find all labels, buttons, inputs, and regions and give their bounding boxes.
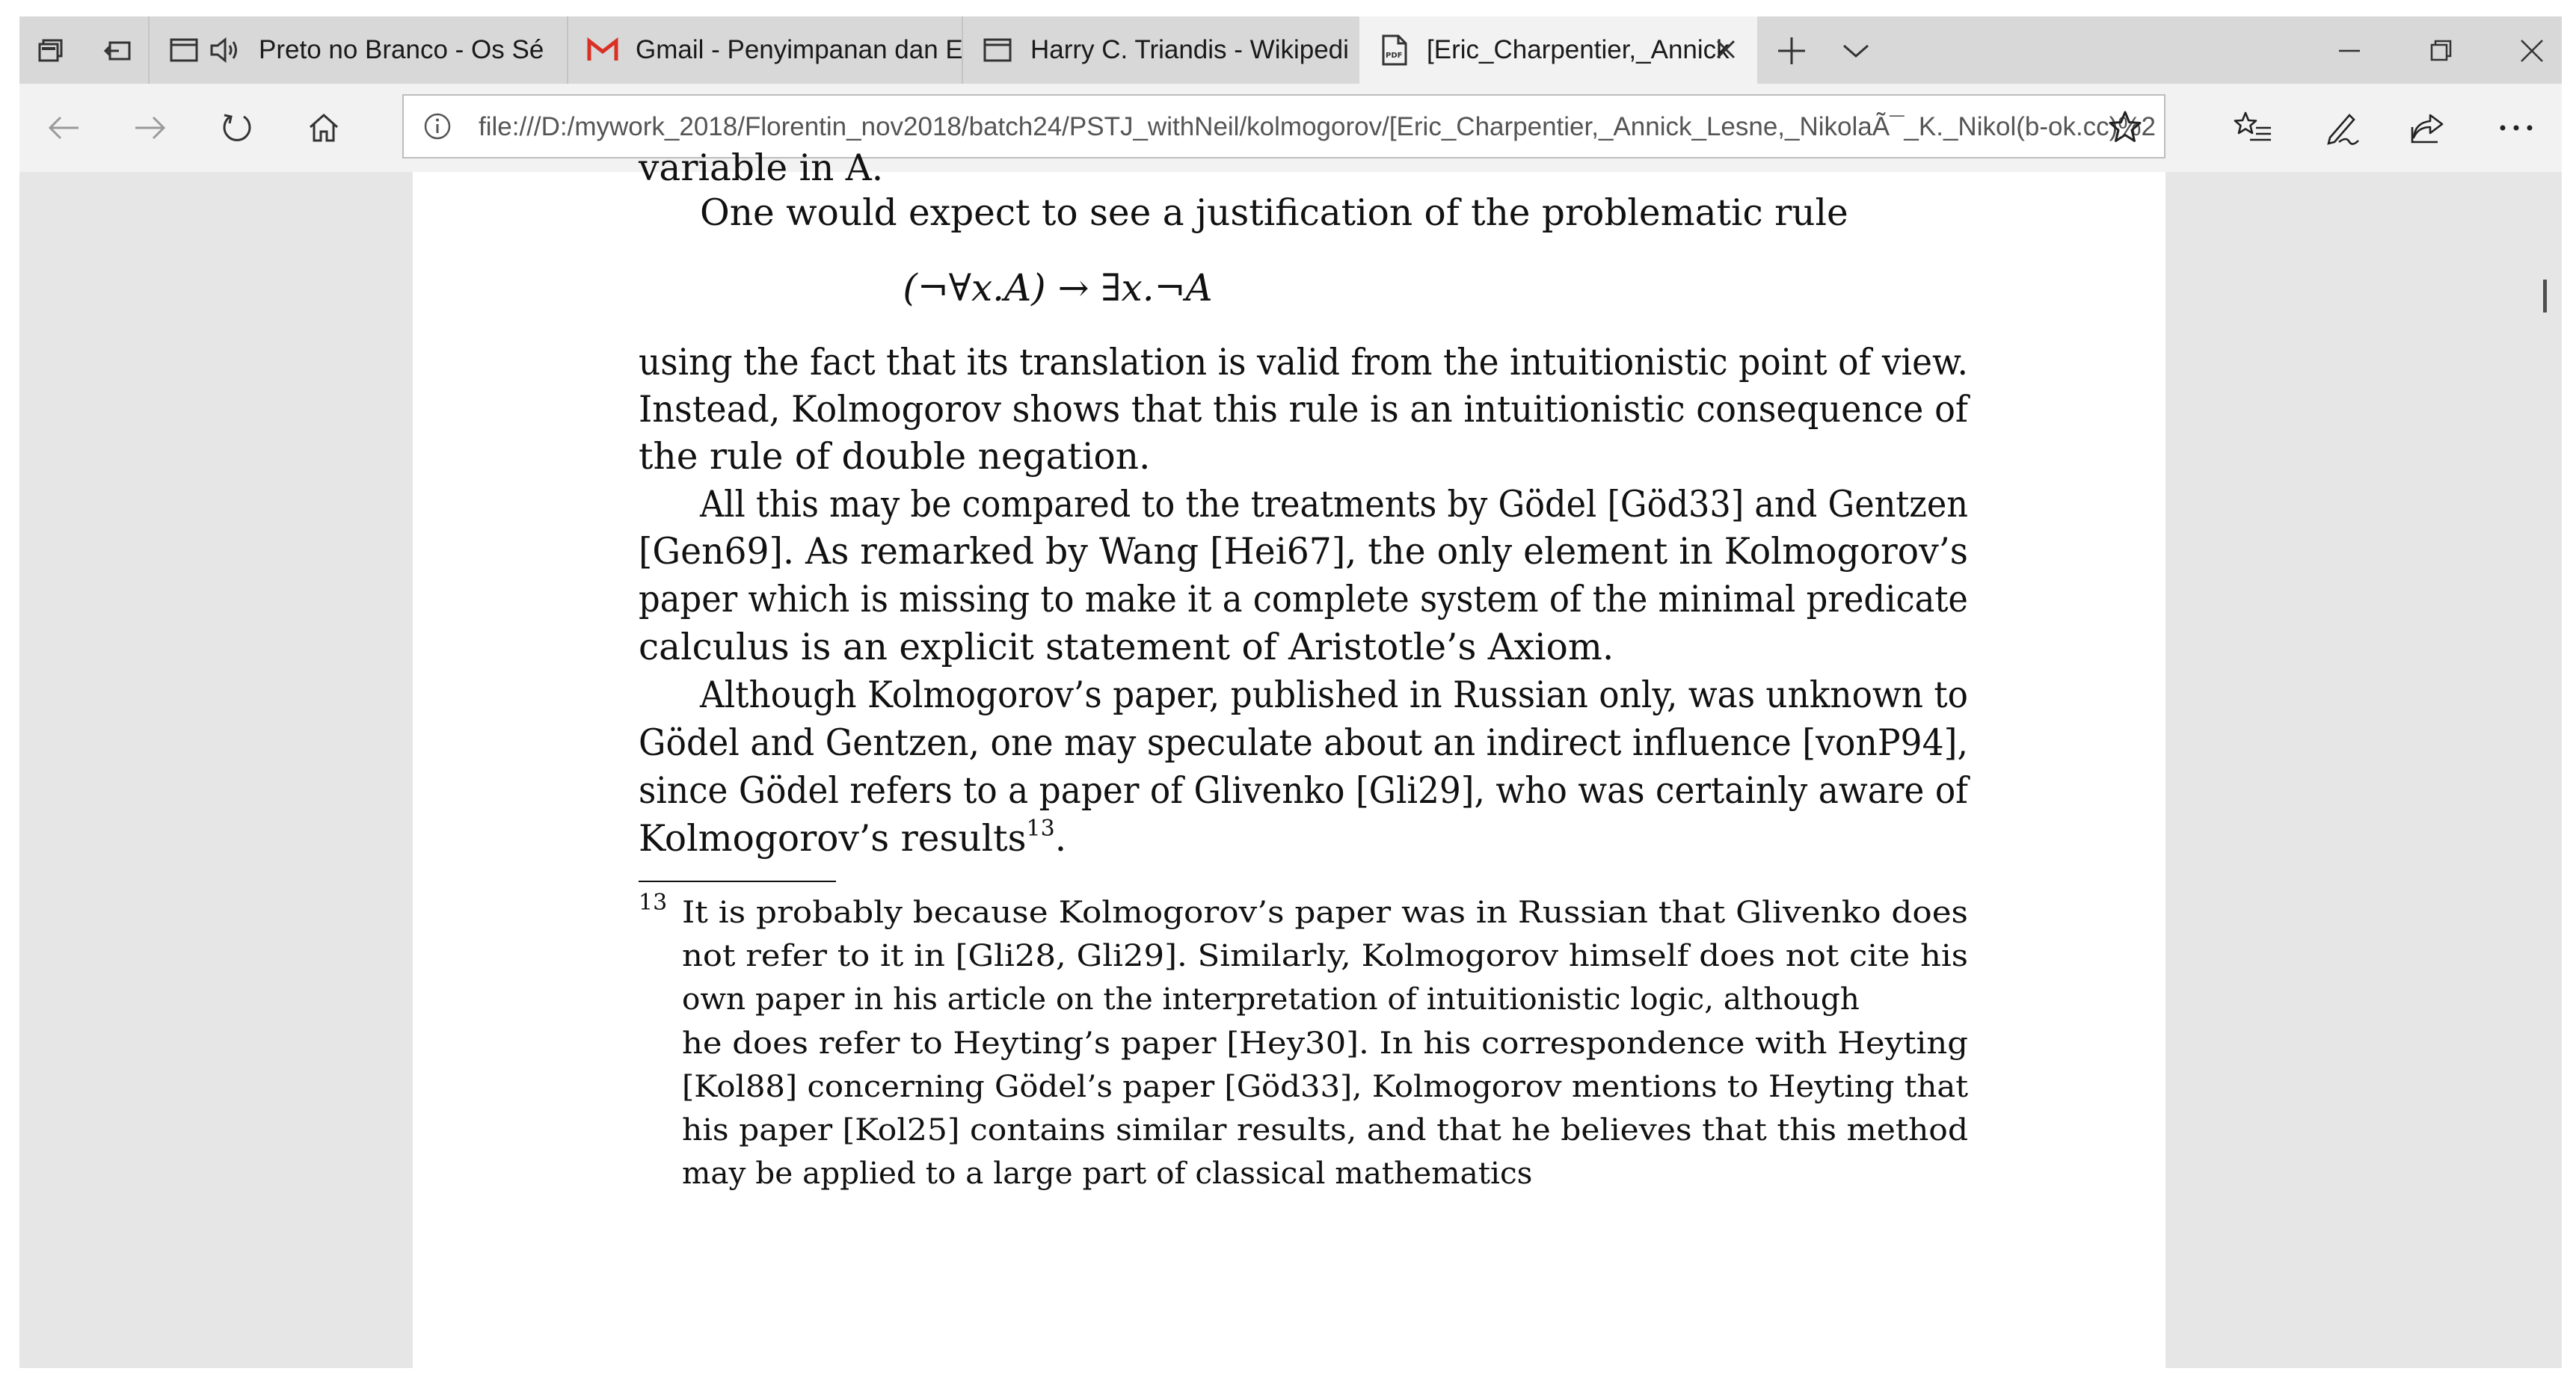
paragraph-line: Gödel and Gentzen, one may speculate about an indirect influence [vonP94], <box>639 722 1968 764</box>
tab-label: Gmail - Penyimpanan dan E <box>636 35 963 64</box>
footnote-number: 13 <box>639 890 668 916</box>
set-tabs-aside-icon[interactable] <box>99 31 136 69</box>
minimize-icon[interactable] <box>2328 30 2370 72</box>
paragraph-line: using the fact that its translation is valid from the intuitionistic point of view. <box>639 342 1968 384</box>
paragraph-line: calculus is an explicit statement of Aristotle’s Axiom. <box>639 626 1614 668</box>
info-icon[interactable] <box>422 111 453 142</box>
tab-sets-icon[interactable] <box>31 31 69 69</box>
cut-off-line: variable in A. <box>639 147 884 189</box>
pdf-page <box>413 147 2165 1368</box>
paragraph-line: the rule of double negation. <box>639 436 1151 478</box>
share-icon[interactable] <box>2405 106 2448 150</box>
home-icon[interactable] <box>302 106 345 150</box>
footnote-mark[interactable]: 13 <box>1026 816 1055 842</box>
formula: (¬∀x.A) → ∃x.¬A <box>903 266 1213 309</box>
tab-preto-no-branco[interactable] <box>148 16 568 84</box>
paragraph-line: One would expect to see a justification of the problematic rule <box>700 192 1848 234</box>
more-icon[interactable] <box>2494 106 2538 150</box>
period: . <box>1054 818 1067 860</box>
paragraph-line <box>639 816 1066 867</box>
pen-icon[interactable] <box>2320 106 2363 150</box>
url-text[interactable]: file:///D:/mywork_2018/Florentin_nov2018/batch24/PSTJ_withNeil/kolmogorov/[Eric_Charpentier,_Annick_Lesne,_NikolaÃ¯_K._Nikol(b-ok.cc)%2 <box>479 112 2156 141</box>
pdf-icon <box>1377 34 1410 67</box>
paragraph-line: [Gen69]. As remarked by Wang [Hei67], the only element in Kolmogorov’s <box>639 531 1968 573</box>
footnote-line: he does refer to Heyting’s paper [Hey30]. In his correspondence with Heyting <box>682 1025 1968 1061</box>
forward-icon[interactable] <box>129 106 172 150</box>
footnote-line: It is probably because Kolmogorov’s paper was in Russian that Glivenko does <box>682 894 1968 930</box>
footnote-line: may be applied to a large part of classical mathematics <box>682 1155 1533 1191</box>
restore-icon[interactable] <box>2420 30 2462 72</box>
speaker-icon[interactable] <box>209 34 242 67</box>
favorites-icon[interactable] <box>2231 106 2275 150</box>
paragraph-line: Instead, Kolmogorov shows that this rule is an intuitionistic consequence of <box>639 389 1968 431</box>
paragraph-text: Kolmogorov’s results <box>639 818 1027 860</box>
close-tab-icon[interactable] <box>1709 33 1742 66</box>
back-icon[interactable] <box>42 106 85 150</box>
tab-wikipedia[interactable] <box>962 16 1361 84</box>
tab-label: Preto no Branco - Os Sé <box>259 35 544 64</box>
footnote-line: own paper in his article on the interpretation of intuitionistic logic, although <box>682 981 1860 1017</box>
tab-pdf-active[interactable] <box>1359 16 1757 84</box>
navigation-bar <box>19 84 2562 173</box>
chevron-down-icon[interactable] <box>1835 30 1877 72</box>
footnote-line: his paper [Kol25] contains similar results, and that he believes that this method <box>682 1112 1968 1148</box>
tab-bar <box>19 16 2562 84</box>
gmail-icon <box>586 34 619 67</box>
tab-label: Harry C. Triandis - Wikipedi <box>1030 35 1349 64</box>
footnote-line: [Kol88] concerning Gödel’s paper [Göd33], Kolmogorov mentions to Heyting that <box>682 1068 1968 1104</box>
paragraph-line: paper which is missing to make it a complete system of the minimal predicate <box>639 579 1968 620</box>
browser-window <box>19 16 2562 1368</box>
svg-text:PDF: PDF <box>1386 52 1403 60</box>
paragraph-line: All this may be compared to the treatments by Gödel [Göd33] and Gentzen <box>700 484 1968 526</box>
scrollbar-thumb[interactable] <box>2543 280 2547 312</box>
footnote-line: not refer to it in [Gli28, Gli29]. Similarly, Kolmogorov himself does not cite his <box>682 937 1968 973</box>
new-tab-icon[interactable] <box>1771 30 1813 72</box>
refresh-icon[interactable] <box>215 106 259 150</box>
paragraph-line: Although Kolmogorov’s paper, published in Russian only, was unknown to <box>700 674 1968 716</box>
footnote-rule <box>639 881 836 882</box>
close-window-icon[interactable] <box>2511 30 2553 72</box>
tab-label: [Eric_Charpentier,_Annick <box>1427 35 1730 64</box>
page-icon <box>981 34 1014 67</box>
pdf-viewer[interactable] <box>19 147 2562 1368</box>
paragraph-line: since Gödel refers to a paper of Glivenko [Gli29], who was certainly aware of <box>639 770 1968 812</box>
tab-gmail[interactable] <box>567 16 963 84</box>
star-icon[interactable] <box>2107 109 2143 145</box>
page-icon <box>167 34 200 67</box>
